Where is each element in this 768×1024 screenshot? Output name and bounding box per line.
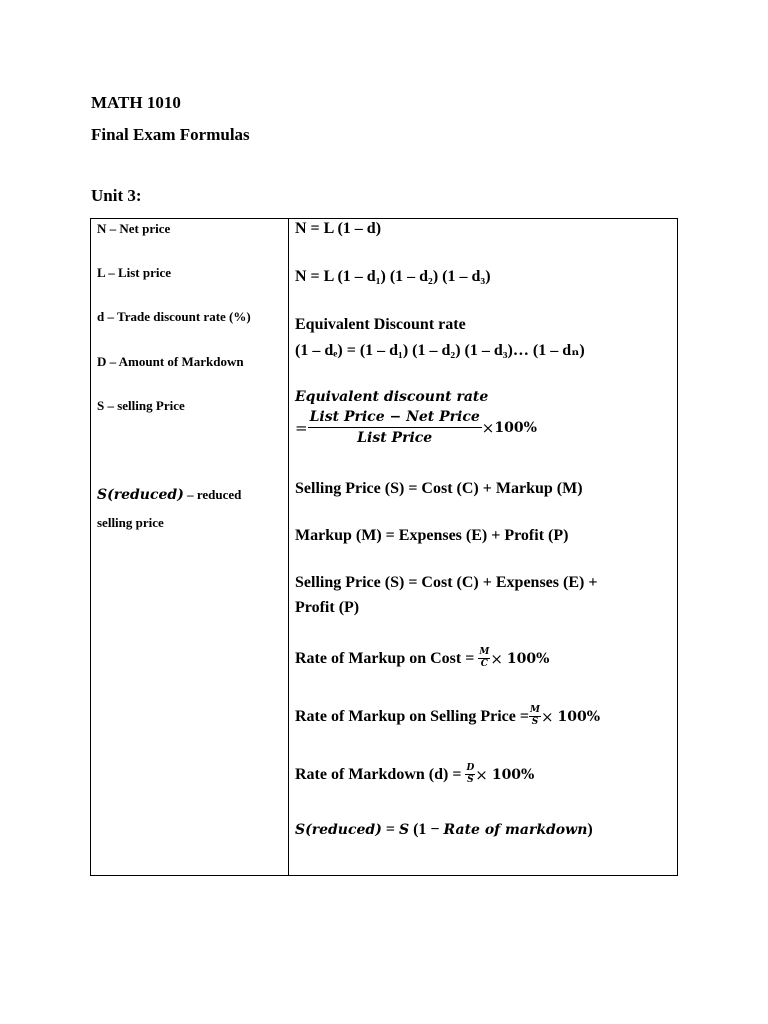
formula-equivalent-discount: (1 – dₑ) = (1 – d₁) (1 – d₂) (1 – d₃)… (1 – dₙ) (295, 342, 585, 359)
formula-markup: Markup (M) = Expenses (E) + Profit (P) (295, 527, 569, 544)
equivalent-discount-heading: Equivalent Discount rate (295, 316, 466, 333)
reduced-rate: Rate of markdown (443, 822, 588, 838)
definition-markdown-amount: D – Amount of Markdown (97, 354, 244, 369)
percent-value: 100% (494, 419, 537, 436)
fraction-numerator: M (529, 705, 540, 715)
formula-markup-on-cost (295, 647, 549, 670)
percent-value: 100% (491, 766, 535, 783)
markup-sp-label: Rate of Markup on Selling Price = (295, 707, 529, 725)
markup-cost-label: Rate of Markup on Cost = (295, 649, 475, 667)
definition-trade-discount: d – Trade discount rate (%) (97, 309, 251, 324)
reduced-s: S (398, 822, 410, 838)
column-divider (288, 219, 289, 875)
times-sign: × (475, 765, 488, 784)
formula-selling-price: Selling Price (S) = Cost (C) + Markup (M) (295, 480, 583, 497)
formula-selling-price-full-cont: Profit (P) (295, 599, 360, 616)
formula-net-price-chain: N = L (1 – d₁) (1 – d₂) (1 – d₃) (295, 268, 491, 285)
fraction-denominator: S (467, 775, 474, 785)
markdown-fraction (465, 763, 475, 786)
markdown-label: Rate of Markdown (d) = (295, 765, 462, 783)
reduced-open: (1 − (409, 821, 444, 838)
reduced-symbol: S(reduced) (97, 487, 184, 503)
reduced-equals: = (381, 821, 399, 838)
equivalent-rate-fraction (308, 407, 482, 448)
fraction-denominator: S (531, 717, 539, 727)
formula-reduced-selling-price (295, 821, 593, 839)
fraction-numerator: List Price − Net Price (308, 407, 482, 428)
course-code: MATH 1010 (91, 93, 181, 112)
times-sign: × (490, 649, 503, 668)
formula-selling-price-full: Selling Price (S) = Cost (C) + Expenses (E) + (295, 574, 598, 591)
equals-sign: = (295, 418, 308, 437)
formula-table (90, 218, 678, 876)
fraction-denominator: C (480, 659, 488, 669)
markup-cost-fraction (478, 647, 490, 670)
definition-net-price: N – Net price (97, 221, 171, 236)
formula-net-price: N = L (1 – d) (295, 220, 382, 237)
definition-selling-price: S – selling Price (97, 398, 185, 413)
fraction-numerator: D (466, 763, 475, 773)
reduced-lhs: S(reduced) (295, 822, 382, 838)
times-sign: × (481, 418, 495, 437)
equivalent-discount-rate-label (295, 388, 488, 406)
reduced-close: ) (587, 821, 593, 838)
unit-heading: Unit 3: (91, 186, 142, 205)
fraction-denominator: List Price (357, 430, 433, 446)
definition-list-price: L – List price (97, 265, 172, 280)
definition-reduced-selling-price (97, 487, 241, 503)
definition-reduced-continued: selling price (97, 515, 164, 530)
formula-rate-of-markdown (295, 763, 534, 786)
markup-sp-fraction (529, 705, 541, 728)
document-title: Final Exam Formulas (91, 125, 250, 144)
percent-value: 100% (506, 650, 550, 667)
formula-equivalent-discount-rate (295, 407, 537, 448)
reduced-text-1: – reduced (183, 487, 242, 502)
formula-markup-on-selling-price (295, 705, 600, 728)
equiv-rate-label-text: Equivalent discount rate (295, 389, 489, 405)
percent-value: 100% (557, 708, 601, 725)
fraction-numerator: M (479, 647, 490, 657)
times-sign: × (540, 707, 554, 726)
